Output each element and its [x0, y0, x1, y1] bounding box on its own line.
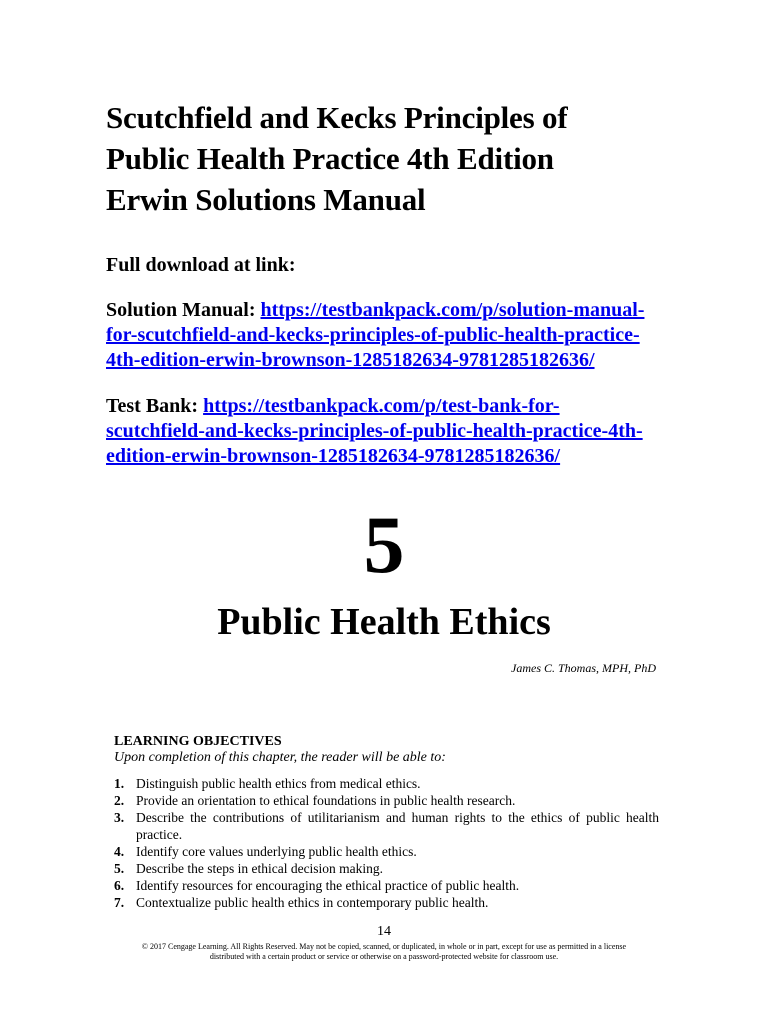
solution-manual-label: Solution Manual: — [106, 299, 256, 321]
download-label: Full download at link: — [106, 254, 296, 276]
objective-text: Distinguish public health ethics from medical ethics. — [136, 776, 421, 791]
title-line: Public Health Practice 4th Edition — [106, 141, 554, 176]
objective-number: 5. — [114, 861, 125, 876]
chapter-author: James C. Thomas, MPH, PhD — [511, 661, 656, 675]
objective-number: 6. — [114, 878, 125, 893]
solution-manual-section — [106, 298, 706, 373]
page-number: 14 — [377, 924, 391, 939]
objective-text: Describe the steps in ethical decision making. — [136, 861, 384, 876]
title-line: Scutchfield and Kecks Principles of — [106, 100, 568, 135]
footer-line: distributed with a certain product or service or otherwise on a password-protected website for classroom use. — [209, 952, 559, 961]
objective-item — [114, 894, 659, 911]
objective-item — [114, 809, 659, 843]
objective-item — [114, 877, 659, 894]
test-bank-link-line[interactable]: https://testbankpack.com/p/test-bank-for- — [203, 395, 560, 417]
objective-number: 2. — [114, 793, 125, 808]
objective-text: Identify resources for encouraging the ethical practice of public health. — [136, 878, 520, 893]
solution-manual-link-line[interactable]: 4th-edition-erwin-brownson-1285182634-9781285182636/ — [106, 349, 595, 371]
test-bank-link-line[interactable]: edition-erwin-brownson-1285182634-9781285182636/ — [106, 445, 561, 467]
objective-item — [114, 775, 659, 792]
objective-number: 4. — [114, 844, 125, 859]
objective-text: Identify core values underlying public health ethics. — [136, 844, 417, 859]
learning-objectives-intro: Upon completion of this chapter, the reader will be able to: — [114, 750, 446, 765]
objective-number: 3. — [114, 810, 125, 825]
document-title — [106, 97, 726, 220]
objective-text: Provide an orientation to ethical foundations in public health research. — [136, 793, 516, 808]
objective-item — [114, 860, 659, 877]
footer-line: © 2017 Cengage Learning. All Rights Reserved. May not be copied, scanned, or duplicated, in whole or in part, except for use as permitted in a license — [141, 942, 627, 951]
test-bank-section — [106, 394, 706, 469]
learning-objectives-heading: LEARNING OBJECTIVES — [114, 734, 282, 749]
test-bank-link-line[interactable]: scutchfield-and-kecks-principles-of-public-health-practice-4th- — [106, 420, 643, 442]
learning-objectives-list — [114, 775, 659, 911]
objective-number: 1. — [114, 776, 125, 791]
objective-item — [114, 792, 659, 809]
solution-manual-link-line[interactable]: https://testbankpack.com/p/solution-manual- — [260, 299, 645, 321]
title-line: Erwin Solutions Manual — [106, 182, 426, 217]
chapter-title: Public Health Ethics — [217, 601, 551, 643]
solution-manual-link-line[interactable]: for-scutchfield-and-kecks-principles-of-public-health-practice- — [106, 324, 640, 346]
test-bank-label: Test Bank: — [106, 395, 199, 417]
chapter-number: 5 — [363, 499, 405, 590]
objective-text: Describe the contributions of utilitarianism and human rights to the ethics of public health practice. — [136, 810, 659, 842]
objective-item — [114, 843, 659, 860]
objective-number: 7. — [114, 895, 125, 910]
copyright-footer — [104, 942, 664, 962]
objective-text: Contextualize public health ethics in contemporary public health. — [136, 895, 489, 910]
